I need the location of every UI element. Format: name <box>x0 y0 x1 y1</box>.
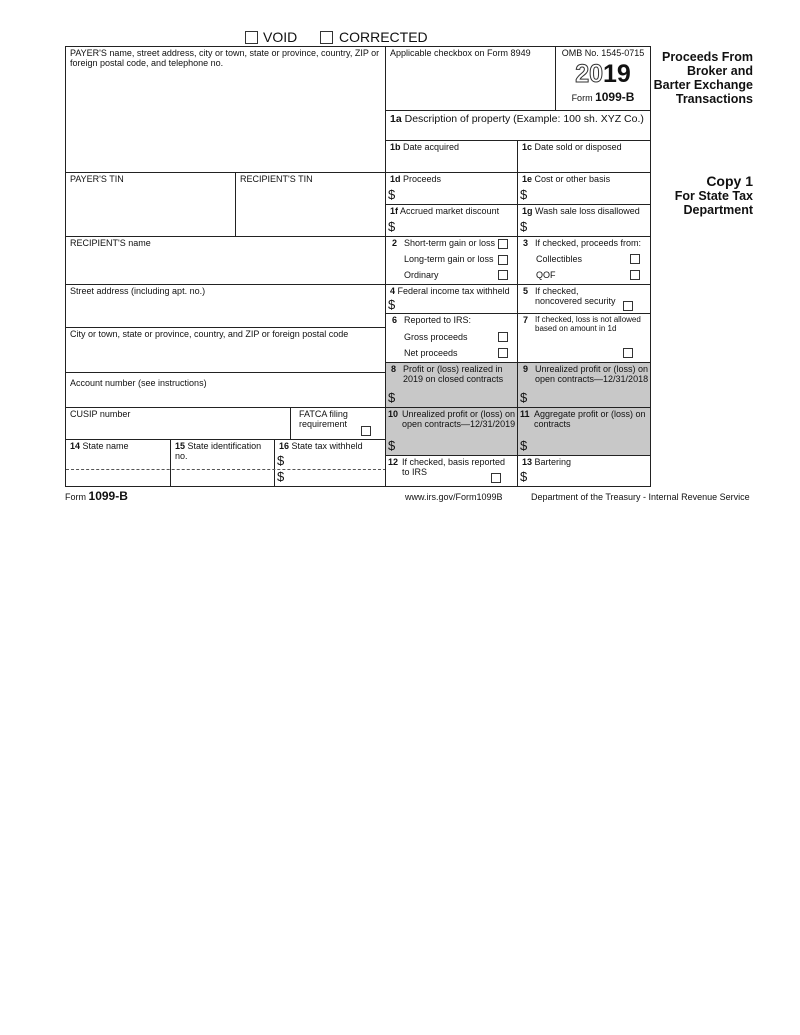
box11-field[interactable] <box>517 407 651 456</box>
year-outline: 20 <box>575 59 603 88</box>
title-line: Barter Exchange <box>653 78 753 92</box>
box14-label: State name <box>82 441 129 451</box>
recipient-tin-field[interactable] <box>235 172 386 237</box>
street-address-field[interactable] <box>65 284 386 328</box>
box1a-field[interactable] <box>385 110 651 141</box>
box4-field[interactable] <box>385 284 518 314</box>
box4-num: 4 <box>390 286 396 296</box>
dollar-sign: $ <box>277 453 285 468</box>
qof-label: QOF <box>536 270 556 280</box>
box3-num: 3 <box>523 238 529 248</box>
box3-field <box>517 236 651 285</box>
box8-field[interactable] <box>385 362 518 408</box>
box1d-field[interactable] <box>385 172 518 205</box>
corrected-label: CORRECTED <box>339 29 428 45</box>
box1f-field[interactable] <box>385 204 518 237</box>
void-checkbox[interactable] <box>245 31 258 44</box>
box1d-num: 1d <box>390 174 401 184</box>
title-line: Broker and <box>687 64 753 78</box>
form8949-checkbox-field[interactable] <box>385 46 556 111</box>
gross-proceeds-label: Gross proceeds <box>404 332 468 342</box>
box1c-field[interactable] <box>517 140 651 173</box>
box5-label: If checked, noncovered security <box>535 286 616 306</box>
box10-field[interactable] <box>385 407 518 456</box>
collectibles-checkbox[interactable] <box>630 254 640 264</box>
recipient-name-label: RECIPIENT'S name <box>70 238 151 248</box>
void-label: VOID <box>263 29 298 45</box>
dollar-sign: $ <box>520 438 528 453</box>
box1c-label: Date sold or disposed <box>534 142 622 152</box>
box7-num: 7 <box>523 315 529 325</box>
omb-number: OMB No. 1545-0715 <box>561 48 645 58</box>
state-tax-field[interactable] <box>274 439 386 487</box>
account-number-field[interactable] <box>65 372 386 408</box>
fatca-checkbox[interactable] <box>361 426 371 436</box>
year-bold: 19 <box>603 59 631 88</box>
box10-label: Unrealized profit or (loss) on open contracts—12/31/2019 <box>402 409 516 429</box>
payer-tin-label: PAYER'S TIN <box>70 174 124 184</box>
box8-num: 8 <box>391 364 397 374</box>
copy-designation <box>675 173 753 217</box>
box2-field <box>385 236 518 285</box>
copy-sub: Department <box>683 203 753 217</box>
qof-checkbox[interactable] <box>630 270 640 280</box>
box4-label: Federal income tax withheld <box>397 286 510 296</box>
box7-field <box>517 313 651 363</box>
box1a-label: Description of property (Example: 100 sh. XYZ Co.) <box>404 113 644 125</box>
payer-label: PAYER'S name, street address, city or town, state or province, country, ZIP or foreign postal code, and telephone no. <box>70 48 380 68</box>
dollar-sign: $ <box>388 438 396 453</box>
cusip-field[interactable] <box>65 407 291 440</box>
recipient-tin-label: RECIPIENT'S TIN <box>240 174 313 184</box>
dollar-sign: $ <box>520 469 528 484</box>
box3-label: If checked, proceeds from: <box>535 238 642 248</box>
box5-num: 5 <box>523 286 529 296</box>
dollar-sign: $ <box>388 297 396 312</box>
fatca-label: FATCA filing requirement <box>299 409 348 429</box>
box1g-num: 1g <box>522 206 533 216</box>
ordinary-checkbox[interactable] <box>498 270 508 280</box>
box1f-label: Accrued market discount <box>400 206 500 216</box>
box9-num: 9 <box>523 364 529 374</box>
title-line: Proceeds From <box>661 50 753 64</box>
net-proceeds-label: Net proceeds <box>404 348 458 358</box>
box1d-label: Proceeds <box>403 174 442 184</box>
box13-label: Bartering <box>534 457 572 467</box>
box12-label: If checked, basis reported to IRS <box>402 457 506 477</box>
box1e-field[interactable] <box>517 172 651 205</box>
box7-label: If checked, loss is not allowed based on amount in 1d <box>535 315 641 333</box>
tax-year <box>560 61 646 89</box>
box6-field <box>385 313 518 363</box>
state-name-field[interactable] <box>65 439 171 487</box>
box1c-num: 1c <box>522 142 533 152</box>
ordinary-label: Ordinary <box>404 270 439 280</box>
title-line: Transactions <box>675 92 753 106</box>
omb-box <box>555 46 651 111</box>
box1e-label: Cost or other basis <box>534 174 611 184</box>
footer-form-name <box>65 489 128 503</box>
copy-title: Copy 1 <box>706 173 753 189</box>
box11-num: 11 <box>520 409 530 419</box>
box2-num: 2 <box>392 238 398 248</box>
city-field[interactable] <box>65 327 386 373</box>
net-proceeds-checkbox[interactable] <box>498 348 508 358</box>
state-id-field[interactable] <box>170 439 275 487</box>
box1b-label: Date acquired <box>403 142 460 152</box>
city-label: City or town, state or province, country, and ZIP or foreign postal code <box>70 329 349 339</box>
box11-label: Aggregate profit or (loss) on contracts <box>534 409 646 429</box>
account-label: Account number (see instructions) <box>70 378 207 388</box>
form-title <box>654 50 753 106</box>
dollar-sign: $ <box>277 469 285 484</box>
form-prefix: Form <box>571 93 593 104</box>
copy-sub: For State Tax <box>674 189 753 203</box>
box14-num: 14 <box>70 441 81 451</box>
box1a-num: 1a <box>390 113 402 125</box>
department-label: Department of the Treasury - Internal Revenue Service <box>531 492 750 502</box>
form-name: 1099-B <box>88 489 128 503</box>
box1g-field[interactable] <box>517 204 651 237</box>
noncovered-checkbox[interactable] <box>623 301 633 311</box>
box6-label: Reported to IRS: <box>404 315 472 325</box>
cusip-label: CUSIP number <box>70 409 131 419</box>
irs-url[interactable]: www.irs.gov/Form1099B <box>405 492 503 502</box>
dollar-sign: $ <box>520 219 528 234</box>
box8-label: Profit or (loss) realized in 2019 on closed contracts <box>403 364 504 384</box>
long-term-checkbox[interactable] <box>498 255 508 265</box>
box16-num: 16 <box>279 441 290 451</box>
payer-tin-field[interactable] <box>65 172 236 237</box>
state-divider <box>66 469 386 470</box>
form-prefix: Form <box>65 492 86 502</box>
box13-field[interactable] <box>517 455 651 487</box>
box9-label: Unrealized profit or (loss) on open contracts—12/31/2018 <box>535 364 649 384</box>
box13-num: 13 <box>522 457 533 467</box>
long-term-label: Long-term gain or loss <box>404 254 494 264</box>
dollar-sign: $ <box>388 390 396 405</box>
box16-label: State tax withheld <box>291 441 363 451</box>
corrected-checkbox[interactable] <box>320 31 333 44</box>
box15-num: 15 <box>175 441 186 451</box>
basis-reported-checkbox[interactable] <box>491 473 501 483</box>
box6-num: 6 <box>392 315 398 325</box>
box10-num: 10 <box>388 409 399 419</box>
dollar-sign: $ <box>520 187 528 202</box>
box12-num: 12 <box>388 457 399 467</box>
gross-proceeds-checkbox[interactable] <box>498 332 508 342</box>
payer-info-field[interactable] <box>65 46 386 173</box>
box1g-label: Wash sale loss disallowed <box>535 206 640 216</box>
recipient-name-field[interactable] <box>65 236 386 285</box>
collectibles-label: Collectibles <box>536 254 583 264</box>
dollar-sign: $ <box>520 390 528 405</box>
box1f-num: 1f <box>390 206 399 216</box>
fatca-box <box>290 407 386 440</box>
dollar-sign: $ <box>388 219 396 234</box>
box1b-field[interactable] <box>385 140 518 173</box>
box12-field <box>385 455 518 487</box>
box1e-num: 1e <box>522 174 533 184</box>
street-label: Street address (including apt. no.) <box>70 286 206 296</box>
loss-not-allowed-checkbox[interactable] <box>623 348 633 358</box>
form-name: 1099-B <box>595 90 635 105</box>
short-term-label: Short-term gain or loss <box>404 238 496 248</box>
box5-field <box>517 284 651 314</box>
short-term-checkbox[interactable] <box>498 239 508 249</box>
form8949-label: Applicable checkbox on Form 8949 <box>390 48 531 58</box>
box1b-num: 1b <box>390 142 401 152</box>
box15-label: State identification no. <box>175 441 262 461</box>
box9-field[interactable] <box>517 362 651 408</box>
dollar-sign: $ <box>388 187 396 202</box>
